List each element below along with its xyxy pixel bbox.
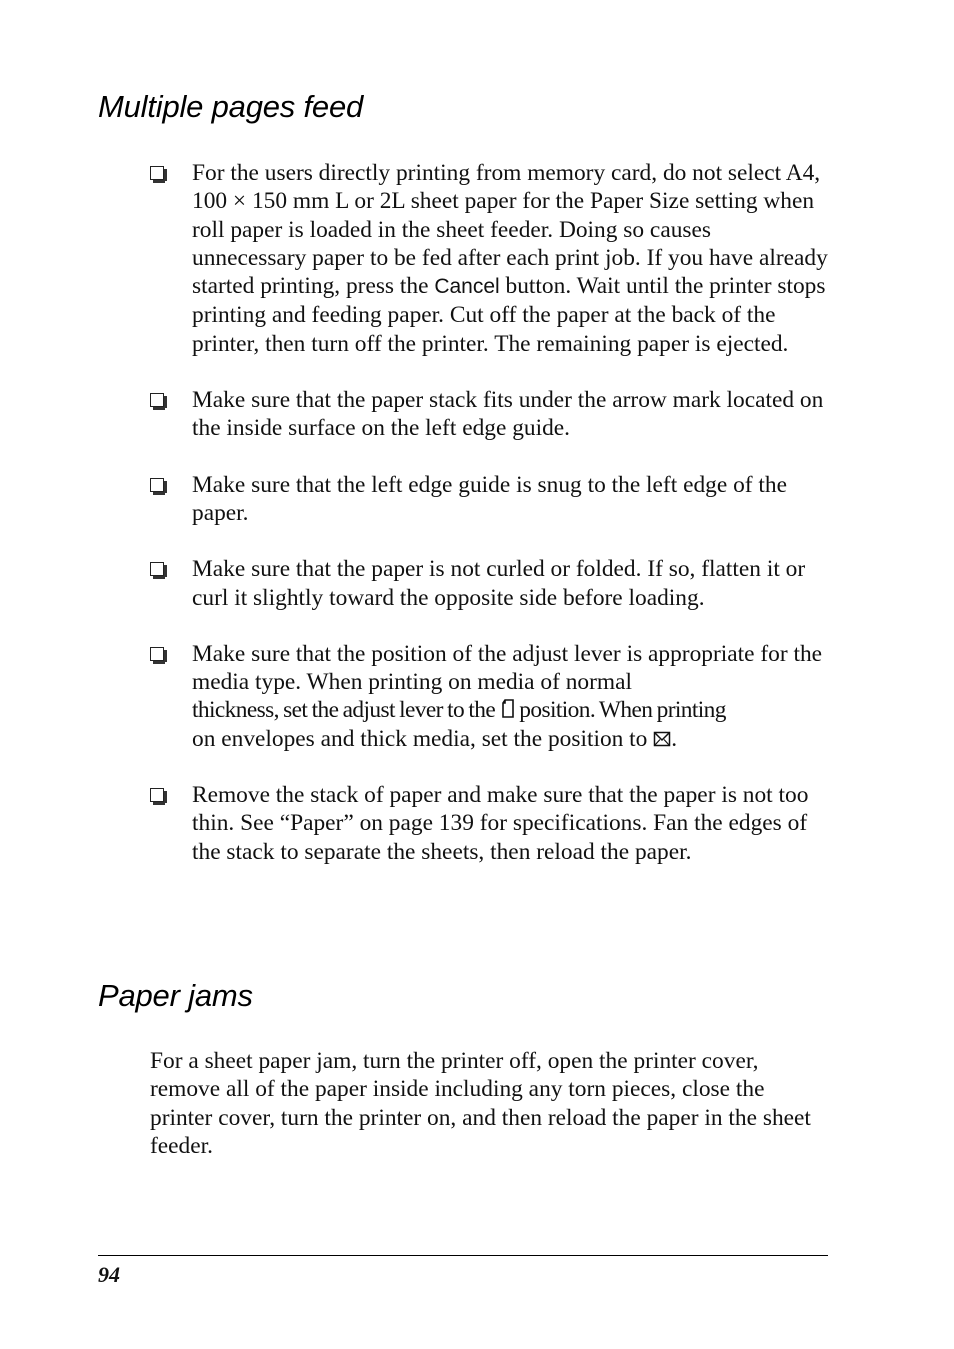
list-item-text: Make sure that the position of the adjust lever is appropriate for the media type. When printing on media of normal <box>192 640 823 696</box>
checkbox-bullet-icon <box>150 166 164 180</box>
list-item-text: Make sure that the paper is not curled or folded. If so, flatten it or curl it slightly toward the opposite side before loading. <box>192 556 806 611</box>
paper-jams-paragraph: For a sheet paper jam, turn the printer off, open the printer cover, remove all of the paper inside including any torn pieces, close the printer cover, turn the printer on, and then reload the paper in the sheet feeder. <box>150 1048 811 1159</box>
cancel-button-name: Cancel <box>434 275 500 299</box>
checkbox-bullet-icon <box>150 788 164 802</box>
list-item-text: position. When printing <box>515 697 726 724</box>
list-item-text: . <box>671 725 678 752</box>
checkbox-bullet-icon <box>150 478 164 492</box>
section-heading-paper-jams: Paper jams <box>98 978 253 1013</box>
section-heading-multiple-pages-feed: Multiple pages feed <box>98 89 364 124</box>
list-item <box>150 159 830 358</box>
sheet-paper-icon <box>501 699 515 719</box>
list-item <box>150 471 830 528</box>
list-item-text: on envelopes and thick media, set the position to <box>192 725 654 752</box>
checkbox-bullet-icon <box>150 562 164 576</box>
list-item <box>150 781 830 866</box>
list-item <box>150 386 830 443</box>
footer-divider <box>98 1255 828 1256</box>
list-item-text: thickness, set the adjust lever to the <box>192 697 496 724</box>
list-item <box>150 640 830 753</box>
list-item-text: Make sure that the left edge guide is snug to the left edge of the paper. <box>192 471 787 526</box>
troubleshooting-list <box>150 159 830 894</box>
envelope-icon <box>653 730 671 748</box>
list-item-text: button. Wait until the printer stops printing and feeding paper. Cut off the paper at the back of the printer, then turn off the printer. The remaining paper is ejected. <box>192 273 826 357</box>
list-item-text: Make sure that the paper stack fits under the arrow mark located on the inside surface on the left edge guide. <box>192 387 824 442</box>
page-number: 94 <box>98 1262 120 1287</box>
list-item-text: Remove the stack of paper and make sure that the paper is not too thin. See “Paper” on page 139 for specifications. Fan the edges of the stack to separate the sheets, then reload the paper. <box>192 782 809 865</box>
checkbox-bullet-icon <box>150 393 164 407</box>
list-item <box>150 555 830 612</box>
list-item-text: For the users directly printing from memory card, do not select A4, 100 × 150 mm L or 2L sheet paper for the Paper Size setting when roll paper is loaded in the sheet feeder. Doing so causes unnecessary paper to be fed after each print job. If you have already started printing, press the <box>192 160 828 300</box>
checkbox-bullet-icon <box>150 647 164 661</box>
